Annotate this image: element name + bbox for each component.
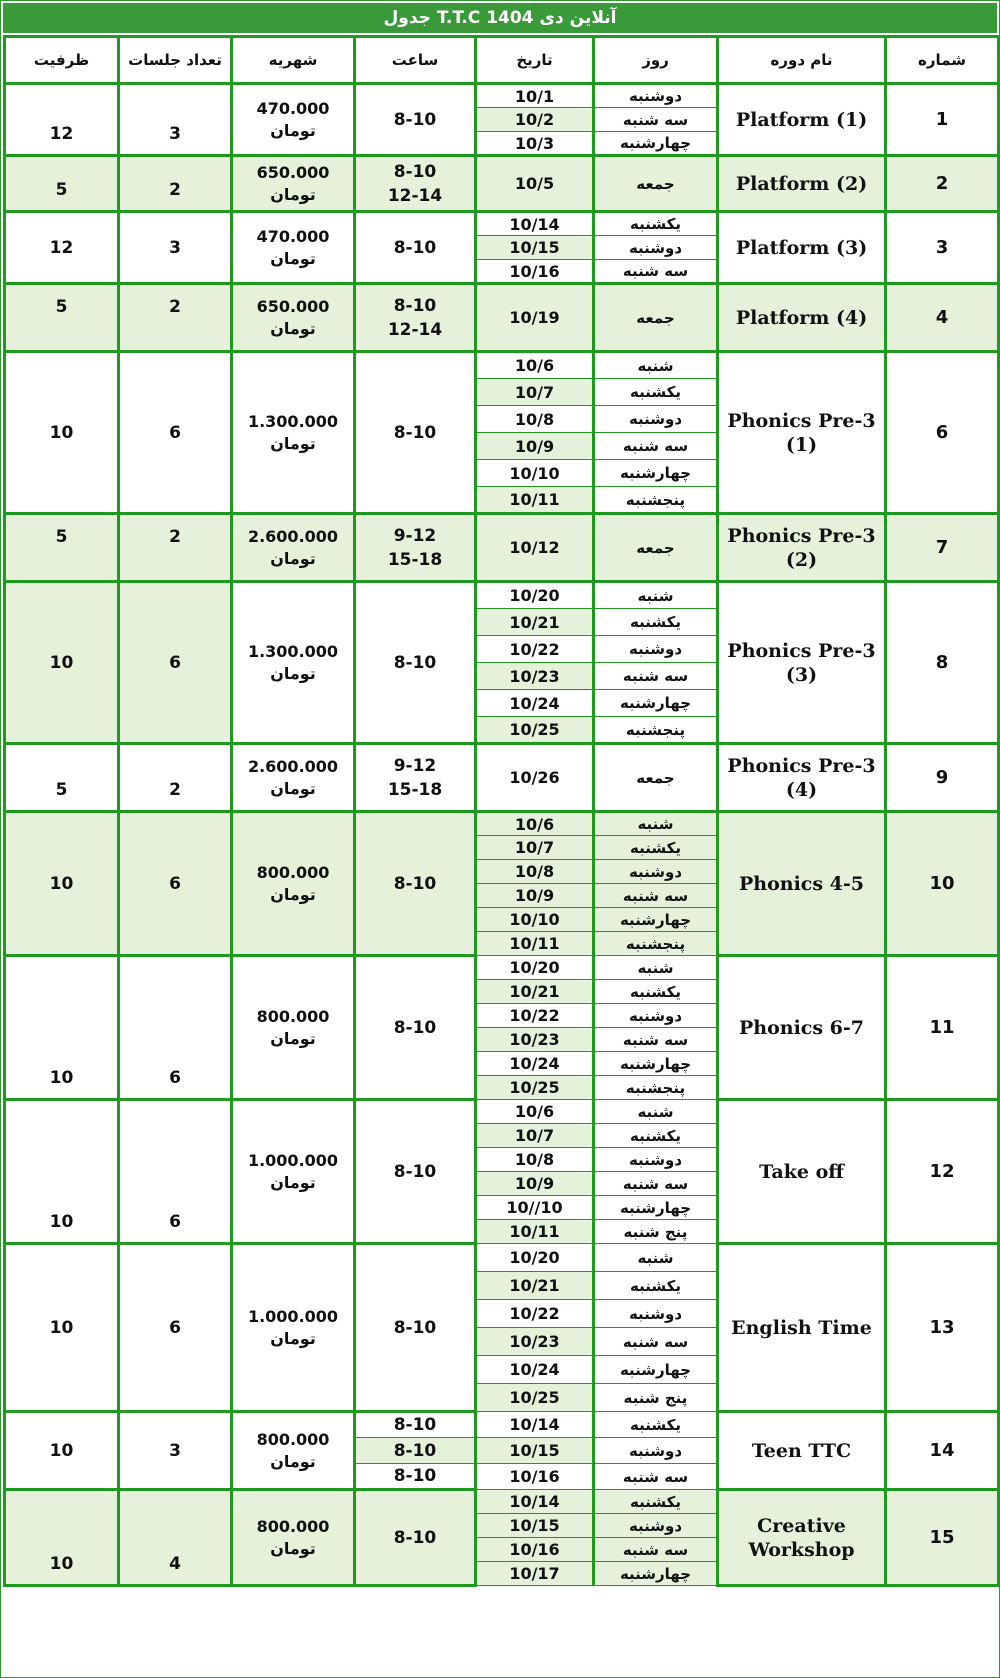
sessions-cell: 6 [119,352,232,514]
day-cell: چهارشنبه [594,1052,718,1076]
capacity-cell: 5 [5,744,119,812]
date-cell: 10//10 [476,1196,594,1220]
date-cell: 10/21 [476,980,594,1004]
date-cell: 10/25 [476,1384,594,1412]
sessions-cell: 6 [119,582,232,744]
course-name-cell [718,212,886,284]
table-row [5,812,999,836]
header-row [5,37,999,84]
time-cell [355,812,476,956]
time-range: 8-10 [393,652,437,673]
date-cell: 10/24 [476,1052,594,1076]
table-row [5,1490,999,1514]
table-row [5,514,999,582]
course-name-cell [718,812,886,956]
day-cell: سه شنبه [594,663,718,690]
table-title: جدول T.T.C آنلاین دی 1404 [3,3,997,33]
date-cell: 10/25 [476,717,594,744]
fee-cell [232,1412,355,1490]
sessions-cell: 3 [119,1412,232,1490]
fee-unit: تومان [270,1538,316,1558]
course-name: Platform (2) [735,172,868,195]
day-cell: چهارشنبه [594,1196,718,1220]
header-fee: شهریه [232,37,355,84]
time-cell [355,1244,476,1412]
date-cell: 10/26 [476,744,594,812]
fee-amount: 800.000 [256,1429,330,1449]
capacity-cell: 5 [5,156,119,212]
date-cell: 10/15 [476,1514,594,1538]
time-cell: 8-10 [355,1438,476,1464]
time-cell [355,514,476,582]
course-name-cell [718,1412,886,1490]
time-cell [355,744,476,812]
time-range: 9-12 [393,755,437,776]
day-cell: دوشنبه [594,1300,718,1328]
course-number-cell: 11 [886,956,999,1100]
course-number-cell: 13 [886,1244,999,1412]
date-cell: 10/11 [476,487,594,514]
course-number-cell: 9 [886,744,999,812]
sessions-cell: 6 [119,1100,232,1244]
schedule-table [3,35,1000,1587]
fee-unit: تومان [270,1451,316,1471]
day-cell: یکشنبه [594,980,718,1004]
course-number-cell: 3 [886,212,999,284]
course-name: Phonics Pre-3 [727,409,876,432]
fee-unit: تومان [270,778,316,798]
date-cell: 10/15 [476,236,594,260]
day-cell: چهارشنبه [594,1562,718,1586]
fee-cell [232,812,355,956]
date-cell: 10/7 [476,836,594,860]
date-cell: 10/10 [476,460,594,487]
day-cell: شنبه [594,352,718,379]
sessions-cell: 4 [119,1490,232,1586]
date-cell: 10/16 [476,1538,594,1562]
time-cell: 8-10 [355,1464,476,1490]
date-cell: 10/21 [476,609,594,636]
fee-amount: 800.000 [256,1516,330,1536]
date-cell: 10/22 [476,636,594,663]
day-cell: یکشنبه [594,1124,718,1148]
date-cell: 10/11 [476,1220,594,1244]
fee-cell [232,744,355,812]
date-cell: 10/6 [476,812,594,836]
time-range: 8-10 [393,1017,437,1038]
fee-unit: تومان [270,318,316,338]
schedule-body [5,84,999,1586]
course-name-line-2: Workshop [748,1538,855,1561]
sessions-cell: 3 [119,212,232,284]
fee-unit: تومان [270,884,316,904]
date-cell: 10/24 [476,1356,594,1384]
time-range: 8-10 [393,873,437,894]
course-number-cell: 1 [886,84,999,156]
date-cell: 10/3 [476,132,594,156]
date-cell: 10/8 [476,1148,594,1172]
day-cell: دوشنبه [594,1004,718,1028]
time-range: 8-10 [393,1161,437,1182]
course-name-cell [718,1100,886,1244]
capacity-cell: 12 [5,212,119,284]
course-name-line-2: (3) [785,663,818,686]
course-name: Phonics Pre-3 [727,754,876,777]
date-cell: 10/22 [476,1300,594,1328]
course-name-line-2: (1) [785,433,818,456]
day-cell: سه شنبه [594,260,718,284]
day-cell: چهارشنبه [594,908,718,932]
date-cell: 10/6 [476,1100,594,1124]
date-cell: 10/20 [476,956,594,980]
date-cell: 10/21 [476,1272,594,1300]
time-range: 8-10 [393,1527,437,1548]
fee-amount: 800.000 [256,862,330,882]
sessions-cell: 2 [119,284,232,352]
fee-unit: تومان [270,248,316,268]
date-cell: 10/15 [476,1438,594,1464]
capacity-cell: 5 [5,514,119,582]
time-range-2: 12-14 [387,319,443,340]
course-number-cell: 4 [886,284,999,352]
time-cell [355,582,476,744]
date-cell: 10/23 [476,1028,594,1052]
fee-cell [232,1244,355,1412]
capacity-cell: 10 [5,812,119,956]
day-cell: پنجشنبه [594,1076,718,1100]
day-cell: شنبه [594,582,718,609]
day-cell: شنبه [594,956,718,980]
time-cell [355,1100,476,1244]
time-range-2: 15-18 [387,779,443,800]
capacity-cell: 10 [5,352,119,514]
date-cell: 10/6 [476,352,594,379]
course-name: Platform (1) [735,108,868,131]
time-cell [355,956,476,1100]
table-row [5,1100,999,1124]
date-cell: 10/19 [476,284,594,352]
course-name-cell [718,352,886,514]
date-cell: 10/14 [476,1490,594,1514]
date-cell: 10/16 [476,1464,594,1490]
course-name-line-2: (4) [785,778,818,801]
fee-cell [232,84,355,156]
time-cell [355,352,476,514]
course-number-cell: 7 [886,514,999,582]
day-cell: چهارشنبه [594,690,718,717]
day-cell: شنبه [594,812,718,836]
date-cell: 10/11 [476,932,594,956]
date-cell: 10/20 [476,1244,594,1272]
fee-cell [232,1490,355,1586]
fee-cell [232,582,355,744]
header-date: تاریخ [476,37,594,84]
date-cell: 10/8 [476,406,594,433]
table-row [5,1412,999,1438]
date-cell: 10/7 [476,379,594,406]
day-cell: یکشنبه [594,1412,718,1438]
day-cell: یکشنبه [594,1490,718,1514]
time-cell [355,84,476,156]
fee-unit: تومان [270,1328,316,1348]
header-time: ساعت [355,37,476,84]
course-name: Phonics 6-7 [738,1016,864,1039]
day-cell: جمعه [594,156,718,212]
fee-amount: 470.000 [256,226,330,246]
day-cell: شنبه [594,1244,718,1272]
course-name-cell [718,156,886,212]
time-cell [355,284,476,352]
day-cell: چهارشنبه [594,132,718,156]
date-cell: 10/5 [476,156,594,212]
capacity-cell: 10 [5,1100,119,1244]
fee-cell [232,956,355,1100]
course-name: English Time [731,1316,872,1339]
fee-cell [232,514,355,582]
date-cell: 10/14 [476,212,594,236]
time-range: 8-10 [393,1317,437,1338]
day-cell: سه شنبه [594,433,718,460]
date-cell: 10/10 [476,908,594,932]
course-name-cell [718,744,886,812]
table-row [5,744,999,812]
course-number-cell: 15 [886,1490,999,1586]
fee-amount: 2.600.000 [247,526,339,546]
course-name-line-2: (2) [785,548,818,571]
sessions-cell: 3 [119,84,232,156]
fee-unit: تومان [270,548,316,568]
day-cell: یکشنبه [594,836,718,860]
fee-amount: 650.000 [256,296,330,316]
time-range: 8-10 [393,295,437,316]
course-name-cell [718,1490,886,1586]
time-range: 8-10 [393,161,437,182]
table-row [5,212,999,236]
day-cell: دوشنبه [594,84,718,108]
course-name: Platform (3) [735,236,868,259]
date-cell: 10/2 [476,108,594,132]
sessions-cell: 2 [119,156,232,212]
day-cell: پنج شنبه [594,1384,718,1412]
course-name-cell [718,514,886,582]
fee-amount: 1.300.000 [247,411,339,431]
table-row [5,352,999,379]
fee-unit: تومان [270,1172,316,1192]
time-cell [355,212,476,284]
fee-cell [232,1100,355,1244]
course-name: Phonics Pre-3 [727,524,876,547]
course-number-cell: 8 [886,582,999,744]
date-cell: 10/23 [476,1328,594,1356]
day-cell: سه شنبه [594,1172,718,1196]
capacity-cell: 10 [5,1244,119,1412]
course-name-cell [718,84,886,156]
time-cell [355,1490,476,1586]
fee-amount: 800.000 [256,1006,330,1026]
sessions-cell: 2 [119,744,232,812]
course-name: Take off [759,1160,844,1183]
course-name: Teen TTC [751,1439,852,1462]
date-cell: 10/22 [476,1004,594,1028]
course-number-cell: 12 [886,1100,999,1244]
day-cell: سه شنبه [594,1538,718,1562]
fee-cell [232,284,355,352]
day-cell: یکشنبه [594,609,718,636]
fee-amount: 2.600.000 [247,756,339,776]
capacity-cell: 10 [5,582,119,744]
fee-cell [232,212,355,284]
capacity-cell: 10 [5,1412,119,1490]
capacity-cell: 12 [5,84,119,156]
table-row [5,156,999,212]
course-number-cell: 10 [886,812,999,956]
course-name: Platform (4) [735,306,868,329]
day-cell: سه شنبه [594,1464,718,1490]
day-cell: یکشنبه [594,1272,718,1300]
course-name-cell [718,284,886,352]
capacity-cell: 5 [5,284,119,352]
day-cell: جمعه [594,284,718,352]
day-cell: دوشنبه [594,406,718,433]
fee-unit: تومان [270,1028,316,1048]
sessions-cell: 6 [119,812,232,956]
day-cell: سه شنبه [594,884,718,908]
day-cell: شنبه [594,1100,718,1124]
time-range-2: 15-18 [387,549,443,570]
time-range: 8-10 [393,237,437,258]
day-cell: دوشنبه [594,236,718,260]
sessions-cell: 6 [119,1244,232,1412]
day-cell: سه شنبه [594,1328,718,1356]
day-cell: چهارشنبه [594,460,718,487]
time-range: 8-10 [393,422,437,443]
fee-unit: تومان [270,184,316,204]
fee-amount: 650.000 [256,162,330,182]
fee-cell [232,352,355,514]
date-cell: 10/16 [476,260,594,284]
day-cell: جمعه [594,514,718,582]
table-row [5,956,999,980]
table-row [5,284,999,352]
date-cell: 10/9 [476,1172,594,1196]
time-cell [355,156,476,212]
date-cell: 10/25 [476,1076,594,1100]
fee-amount: 1.300.000 [247,641,339,661]
day-cell: دوشنبه [594,1514,718,1538]
sessions-cell: 6 [119,956,232,1100]
fee-unit: تومان [270,120,316,140]
table-row [5,582,999,609]
course-name: Creative [757,1514,846,1537]
time-range-2: 12-14 [387,185,443,206]
day-cell: پنجشنبه [594,487,718,514]
header-course: نام دوره [718,37,886,84]
time-range: 9-12 [393,525,437,546]
table-row [5,84,999,108]
course-name: Phonics Pre-3 [727,639,876,662]
fee-unit: تومان [270,433,316,453]
day-cell: یکشنبه [594,379,718,406]
day-cell: چهارشنبه [594,1356,718,1384]
course-number-cell: 2 [886,156,999,212]
capacity-cell: 10 [5,1490,119,1586]
date-cell: 10/9 [476,884,594,908]
day-cell: سه شنبه [594,1028,718,1052]
day-cell: پنجشنبه [594,717,718,744]
header-number: شماره [886,37,999,84]
date-cell: 10/8 [476,860,594,884]
day-cell: دوشنبه [594,636,718,663]
date-cell: 10/1 [476,84,594,108]
date-cell: 10/12 [476,514,594,582]
course-name-cell [718,956,886,1100]
day-cell: یکشنبه [594,212,718,236]
course-number-cell: 6 [886,352,999,514]
fee-amount: 1.000.000 [247,1306,339,1326]
date-cell: 10/23 [476,663,594,690]
header-capacity: ظرفیت [5,37,119,84]
date-cell: 10/20 [476,582,594,609]
date-cell: 10/7 [476,1124,594,1148]
day-cell: پنج شنبه [594,1220,718,1244]
date-cell: 10/14 [476,1412,594,1438]
time-range: 8-10 [393,109,437,130]
day-cell: پنجشنبه [594,932,718,956]
day-cell: دوشنبه [594,860,718,884]
day-cell: دوشنبه [594,1438,718,1464]
day-cell: دوشنبه [594,1148,718,1172]
sessions-cell: 2 [119,514,232,582]
course-name-cell [718,1244,886,1412]
table-row [5,1244,999,1272]
header-day: روز [594,37,718,84]
capacity-cell: 10 [5,956,119,1100]
date-cell: 10/17 [476,1562,594,1586]
course-name: Phonics 4-5 [738,872,864,895]
time-cell: 8-10 [355,1412,476,1438]
course-name-cell [718,582,886,744]
day-cell: جمعه [594,744,718,812]
header-sessions: تعداد جلسات [119,37,232,84]
fee-unit: تومان [270,663,316,683]
fee-amount: 470.000 [256,98,330,118]
day-cell: سه شنبه [594,108,718,132]
date-cell: 10/24 [476,690,594,717]
course-number-cell: 14 [886,1412,999,1490]
date-cell: 10/9 [476,433,594,460]
fee-cell [232,156,355,212]
fee-amount: 1.000.000 [247,1150,339,1170]
